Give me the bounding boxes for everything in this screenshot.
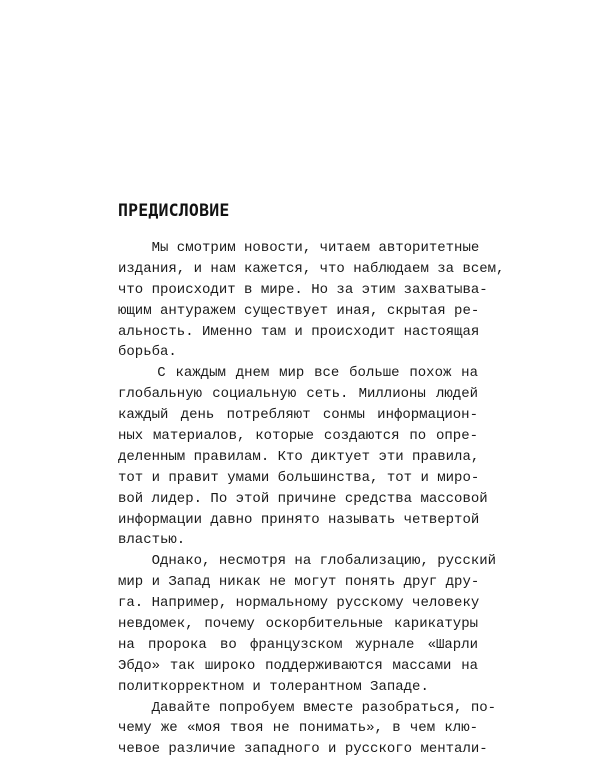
text-line: ных материалов, которые создаются по опре-: [118, 428, 478, 445]
text-line: борьба.: [118, 344, 177, 361]
text-line: ющим антуражем существует иная, скрытая ре-: [118, 302, 480, 319]
text-line: на пророка во французском журнале «Шарли: [118, 636, 478, 653]
text-line: мир и Запад никак не могут понять друг дру-: [118, 574, 480, 591]
text-line: властью.: [118, 532, 186, 549]
body-text: [118, 238, 505, 760]
text-line: политкорректном и толерантном Западе.: [118, 678, 429, 695]
text-line: Эбдо» так широко поддерживаются массами на: [118, 657, 478, 674]
paragraph: [118, 363, 488, 551]
text-line: альность. Именно там и происходит настоящая: [118, 323, 480, 340]
text-line: Давайте попробуем вместе разобраться, по-: [118, 699, 497, 716]
text-line: чему же «моя твоя не понимать», в чем клю-: [118, 720, 478, 737]
text-line: вой лидер. По этой причине средства массовой: [118, 490, 488, 507]
text-line: что происходит в мире. Но за этим захватыва-: [118, 281, 488, 298]
text-line: глобальную социальную сеть. Миллионы людей: [118, 386, 478, 403]
text-line: Однако, несмотря на глобализацию, русский: [118, 553, 497, 570]
text-line: га. Например, нормальному русскому человеку: [118, 595, 480, 612]
paragraph: [118, 238, 505, 363]
text-line: Мы смотрим новости, читаем авторитетные: [118, 240, 480, 256]
text-line: информации давно принято называть четвертой: [118, 511, 480, 528]
paragraph: [118, 698, 497, 760]
text-line: издания, и нам кажется, что наблюдаем за всем,: [118, 260, 505, 277]
chapter-heading: ПРЕДИСЛОВИЕ: [118, 201, 230, 220]
text-line: чевое различие западного и русского ментали-: [118, 741, 488, 758]
text-line: С каждым днем мир все больше похож на: [118, 365, 478, 382]
text-line: деленным правилам. Кто диктует эти правила,: [118, 448, 480, 465]
paragraph: [118, 551, 497, 697]
text-line: невдомек, почему оскорбительные карикатуры: [118, 616, 478, 633]
text-line: каждый день потребляют сонмы информацион-: [118, 407, 478, 424]
text-line: тот и правит умами большинства, тот и миро-: [118, 469, 480, 486]
